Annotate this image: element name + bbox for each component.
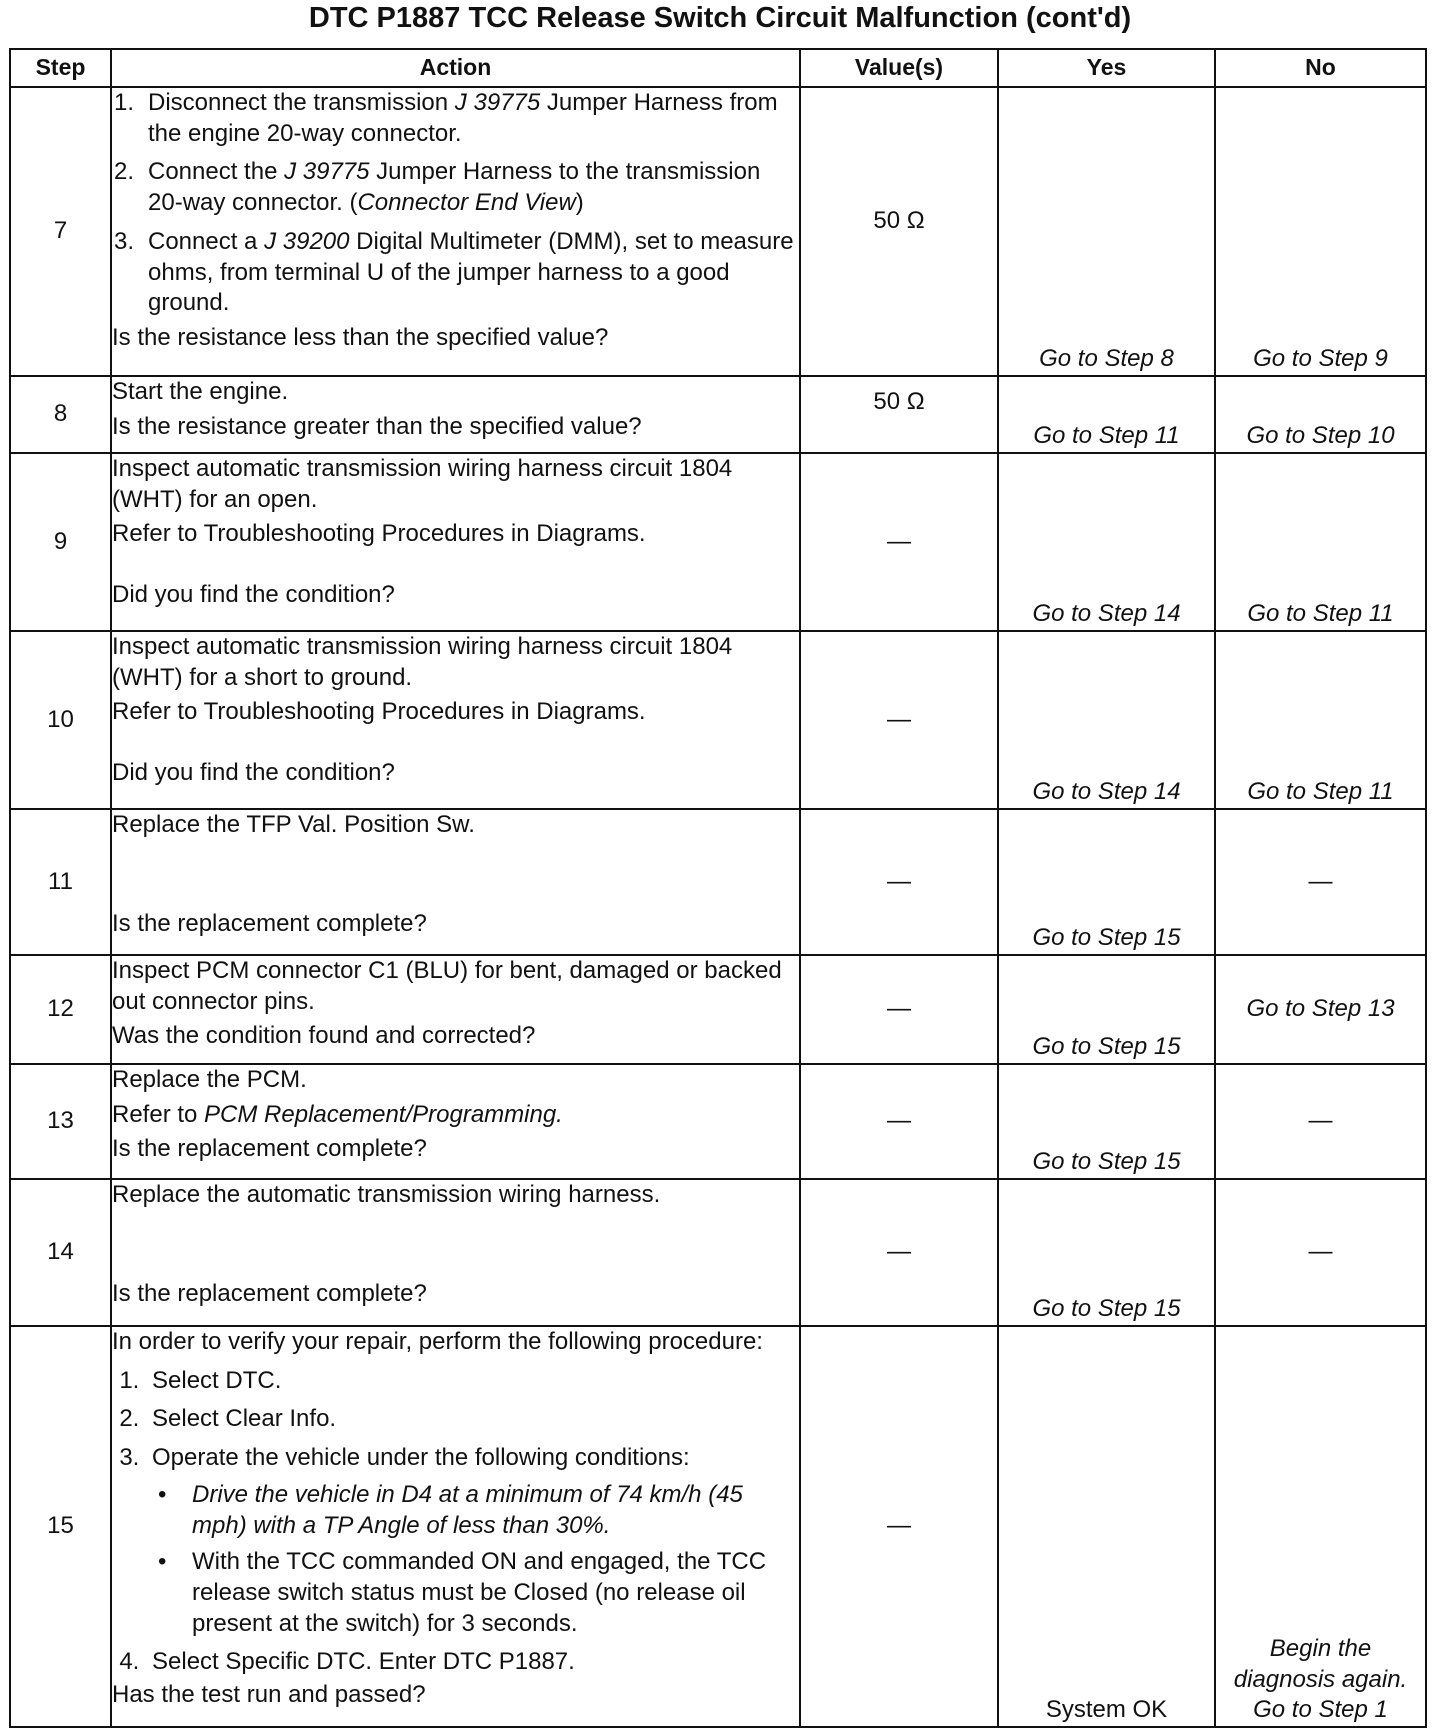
no-cell: Go to Step 9 <box>1215 87 1426 376</box>
action-cell <box>111 631 800 809</box>
action-cell <box>111 955 800 1064</box>
procedure-item: 2. Select Clear Info. <box>146 1404 799 1435</box>
question-text: Is the replacement complete? <box>112 1279 427 1307</box>
no-cell: Go to Step 11 <box>1215 631 1426 809</box>
action-text: Replace the TFP Val. Position Sw. <box>112 811 475 838</box>
value-cell: — <box>800 809 998 955</box>
yes-cell: Go to Step 15 <box>998 809 1215 955</box>
item-text: ) <box>575 189 584 217</box>
step-number: 12 <box>10 955 111 1064</box>
table-row-step-7 <box>10 87 1426 376</box>
no-cell: — <box>1215 1179 1426 1326</box>
item-number: 2. <box>114 158 135 186</box>
procedure-item <box>114 88 799 149</box>
no-cell: Go to Step 11 <box>1215 453 1426 631</box>
value-cell: — <box>800 631 998 809</box>
yes-cell: Go to Step 15 <box>998 1179 1215 1326</box>
question-text: Was the condition found and corrected? <box>112 1022 536 1050</box>
procedure-item: 1. Select DTC. <box>146 1366 799 1397</box>
item-text: Disconnect the transmission <box>148 89 455 116</box>
yes-cell: Go to Step 8 <box>998 87 1215 376</box>
question-text: Is the replacement complete? <box>112 909 427 937</box>
procedure-list <box>112 1366 799 1678</box>
step-number: 11 <box>10 809 111 955</box>
action-text: Replace the automatic transmission wiring harness. <box>112 1181 661 1208</box>
condition-list <box>152 1480 799 1640</box>
table-row-step-13 <box>10 1064 1426 1179</box>
item-text: Jumper Harness from the engine 20-way connector. <box>148 89 778 147</box>
step-number: 13 <box>10 1064 111 1179</box>
no-text-line: Begin the <box>1269 1634 1372 1662</box>
procedure-item <box>114 157 799 218</box>
condition-item: • Drive the vehicle in D4 at a minimum of 74 km/h (45 mph) with a TP Angle of less than 30%. <box>186 1480 799 1541</box>
action-text: Replace the PCM. <box>112 1066 307 1093</box>
tool-name: J 39200 <box>264 227 350 255</box>
item-text: Connect a <box>148 227 265 255</box>
yes-cell: Go to Step 14 <box>998 631 1215 809</box>
header-yes: Yes <box>998 49 1215 87</box>
action-cell <box>111 809 800 955</box>
question-text: Did you find the condition? <box>112 759 395 787</box>
no-text-line: diagnosis again. <box>1233 1665 1408 1693</box>
step-number: 8 <box>10 376 111 453</box>
no-cell: — <box>1215 1064 1426 1179</box>
action-cell <box>111 1179 800 1326</box>
yes-cell: System OK <box>998 1326 1215 1727</box>
reference-name: Connector End View <box>357 189 576 217</box>
action-text: Inspect PCM connector C1 (BLU) for bent, damaged or backed out connector pins. <box>112 957 782 1015</box>
question-text: Did you find the condition? <box>112 581 395 609</box>
step-number: 7 <box>10 87 111 376</box>
diagnostic-table <box>9 48 1427 1728</box>
value-cell: — <box>800 1179 998 1326</box>
item-text: Digital Multimeter (DMM), set to measure ohms, from terminal U of the jumper harness to a good ground. <box>148 227 794 317</box>
yes-cell: Go to Step 15 <box>998 955 1215 1064</box>
item-number: 1. <box>114 89 135 116</box>
header-no: No <box>1215 49 1426 87</box>
no-cell: Go to Step 10 <box>1215 376 1426 453</box>
header-action: Action <box>111 49 800 87</box>
procedure-item <box>114 227 799 319</box>
action-text: In order to verify your repair, perform the following procedure: <box>112 1328 763 1355</box>
header-step: Step <box>10 49 111 87</box>
action-cell <box>111 376 800 453</box>
reference-text <box>112 1100 799 1131</box>
action-text: Inspect automatic transmission wiring harness circuit 1804 (WHT) for a short to ground. <box>112 633 733 691</box>
procedure-list <box>112 88 799 319</box>
no-cell <box>1215 1326 1426 1727</box>
step-number: 14 <box>10 1179 111 1326</box>
step-number: 9 <box>10 453 111 631</box>
tool-name: J 39775 <box>454 89 541 116</box>
header-value: Value(s) <box>800 49 998 87</box>
no-text-line: Go to Step 1 <box>1253 1696 1388 1724</box>
table-row-step-9 <box>10 453 1426 631</box>
yes-cell: Go to Step 11 <box>998 376 1215 453</box>
reference-name: PCM Replacement/Programming. <box>204 1100 563 1128</box>
yes-cell: Go to Step 14 <box>998 453 1215 631</box>
yes-cell: Go to Step 15 <box>998 1064 1215 1179</box>
table-row-step-8 <box>10 376 1426 453</box>
value-cell: 50 Ω <box>800 376 998 453</box>
question-text: Has the test run and passed? <box>112 1681 426 1709</box>
item-text: Jumper Harness to the transmission 20-way connector. ( <box>148 158 761 217</box>
tool-name: J 39775 <box>284 158 370 186</box>
no-cell: — <box>1215 809 1426 955</box>
procedure-item: 4. Select Specific DTC. Enter DTC P1887. <box>146 1647 799 1678</box>
condition-item: • With the TCC commanded ON and engaged, the TCC release switch status must be Closed (no release oil present at the switch) for 3 seconds. <box>186 1547 799 1639</box>
item-number: 3. <box>114 227 135 255</box>
action-cell <box>111 87 800 376</box>
procedure-item <box>146 1443 799 1639</box>
reference-text: Refer to Troubleshooting Procedures in Diagrams. <box>112 520 646 548</box>
no-cell: Go to Step 13 <box>1215 955 1426 1064</box>
action-cell <box>111 1064 800 1179</box>
value-cell: 50 Ω <box>800 87 998 376</box>
action-text: Start the engine. <box>112 378 289 405</box>
value-cell: — <box>800 453 998 631</box>
table-row-step-11 <box>10 809 1426 955</box>
item-text: Connect the <box>148 158 285 186</box>
question-text: Is the resistance greater than the specified value? <box>112 412 642 440</box>
action-cell <box>111 453 800 631</box>
value-cell: — <box>800 1064 998 1179</box>
action-cell <box>111 1326 800 1727</box>
step-number: 10 <box>10 631 111 809</box>
reference-prefix: Refer to <box>112 1100 205 1128</box>
action-text: Inspect automatic transmission wiring harness circuit 1804 (WHT) for an open. <box>112 455 733 513</box>
table-row-step-10 <box>10 631 1426 809</box>
question-text: Is the replacement complete? <box>112 1135 427 1163</box>
reference-text: Refer to Troubleshooting Procedures in Diagrams. <box>112 698 646 726</box>
table-row-step-12 <box>10 955 1426 1064</box>
step-number: 15 <box>10 1326 111 1727</box>
table-row-step-15 <box>10 1326 1426 1727</box>
value-cell: — <box>800 955 998 1064</box>
question-text: Is the resistance less than the specified value? <box>112 324 609 352</box>
table-row-step-14 <box>10 1179 1426 1326</box>
value-cell: — <box>800 1326 998 1727</box>
table-header-row <box>10 49 1426 87</box>
item-text: Operate the vehicle under the following conditions: <box>152 1444 690 1472</box>
page-title: DTC P1887 TCC Release Switch Circuit Malfunction (cont'd) <box>308 2 1132 34</box>
